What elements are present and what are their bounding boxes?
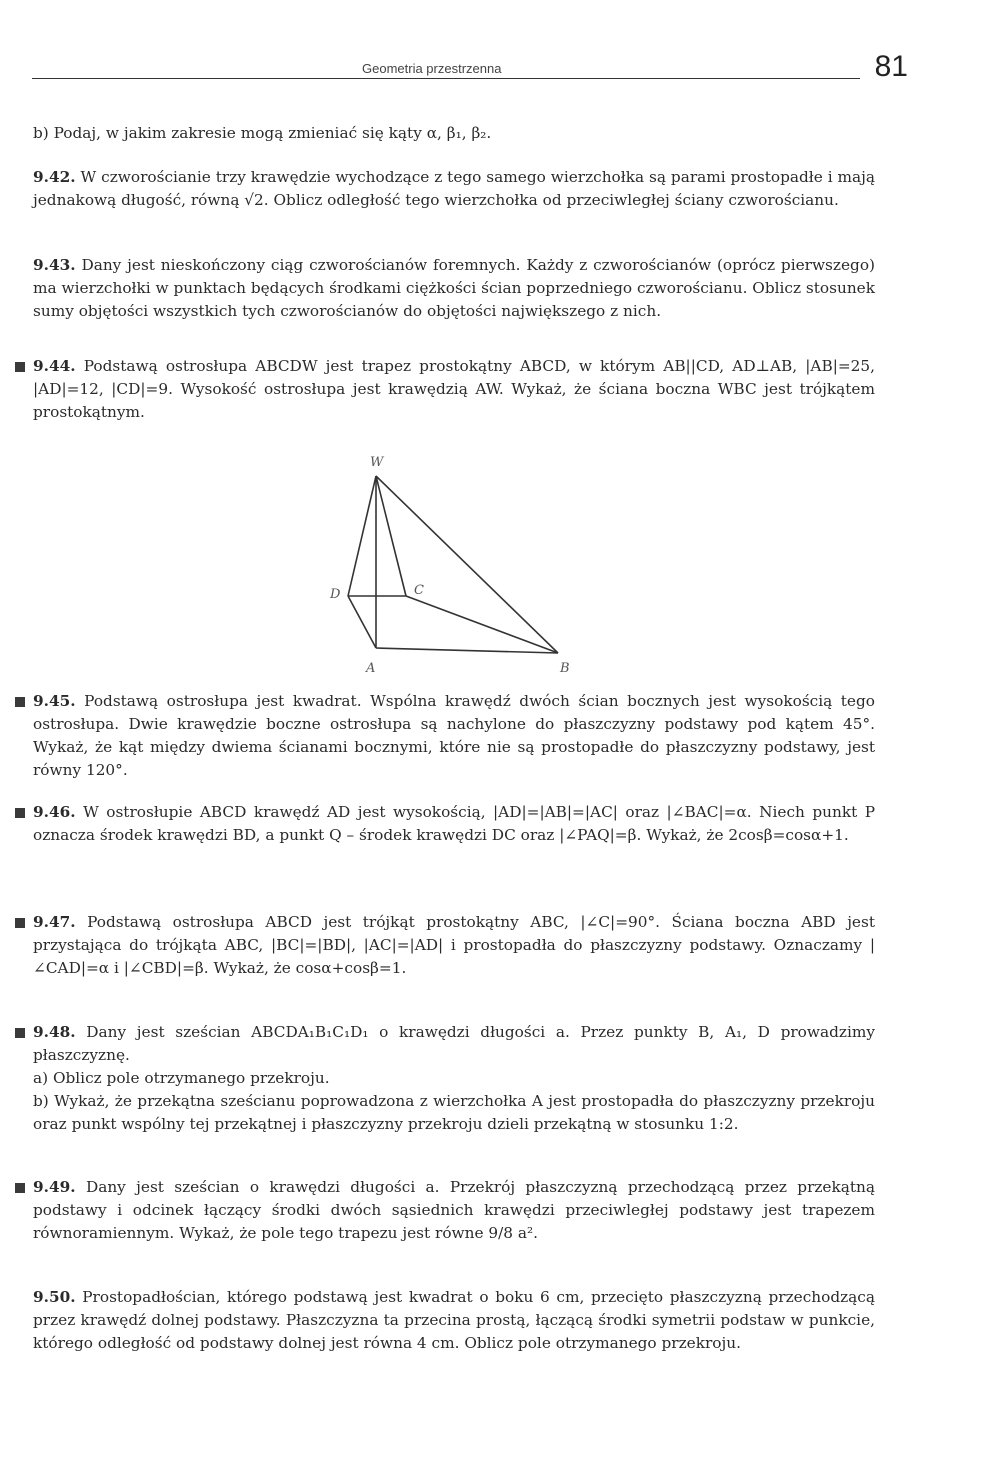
problem-text: Prostopadłościan, którego podstawą jest kwadrat o boku 6 cm, przecięto płaszczyzną przechodzącą przez krawędź dolnej podstawy. Płaszczyzna ta przecina prostą, łączącą środki symetrii podstaw w punkcie, którego odległość od podstawy dolnej jest równa 4 cm. Oblicz pole otrzymanego przekroju. (33, 1288, 875, 1352)
problem-number: 9.46. (33, 803, 76, 821)
problem-9-47 (33, 911, 875, 980)
problem-9-48-part-a: a) Oblicz pole otrzymanego przekroju. (33, 1069, 330, 1087)
problem-text: Podstawą ostrosłupa ABCDW jest trapez prostokątny ABCD, w którym AB||CD, AD⊥AB, |AB|=25, |AD|=12, |CD|=9. Wysokość ostrosłupa jest krawędzią AW. Wykaż, że ściana boczna WBC jest trójkątem prostokątnym. (33, 357, 875, 421)
edge-AB (376, 648, 558, 653)
problem-number: 9.50. (33, 1288, 76, 1306)
problem-text: Podstawą ostrosłupa jest kwadrat. Wspólna krawędź dwóch ścian bocznych jest wysokością tego ostrosłupa. Dwie krawędzie boczne ostrosłupa są nachylone do płaszczyzny podstawy pod kątem 45°. Wykaż, że kąt między dwiema ścianami bocznymi, które nie są prostopadłe do płaszczyzny podstawy, jest równy 120°. (33, 692, 875, 779)
problem-9-46 (33, 801, 875, 847)
problem-9-42 (33, 166, 875, 212)
difficulty-square-icon (15, 1028, 25, 1038)
label-B: B (560, 661, 570, 676)
problem-9-50 (33, 1286, 875, 1355)
part-b-text: b) Podaj, w jakim zakresie mogą zmieniać się kąty α, β₁, β₂. (33, 124, 492, 142)
problem-number: 9.43. (33, 256, 76, 274)
problem-text: Dany jest sześcian o krawędzi długości a. Przekrój płaszczyzną przechodzącą przez przekątną podstawy i odcinek łączący środki dwóch sąsiednich krawędzi przeciwległej podstawy jest trapezem równoramiennym. Wykaż, że pole tego trapezu jest równe 9/8 a². (33, 1178, 875, 1242)
edge-DA (348, 596, 376, 648)
page-number: 81 (874, 50, 908, 83)
pyramid-figure (310, 448, 610, 683)
label-W: W (370, 455, 384, 470)
problem-9-44 (33, 355, 875, 424)
problem-number: 9.42. (33, 168, 76, 186)
problem-9-45 (33, 690, 875, 782)
difficulty-square-icon (15, 1183, 25, 1193)
problem-number: 9.48. (33, 1023, 76, 1041)
difficulty-square-icon (15, 362, 25, 372)
problem-9-48-part-b: b) Wykaż, że przekątna sześcianu poprowadzona z wierzchołka A jest prostopadła do płaszczyzny przekroju oraz punkt wspólny tej przekątnej i płaszczyzny przekroju dzieli przekątną w stosunku 1:2. (33, 1092, 875, 1133)
edge-WB (376, 476, 558, 653)
problem-9-49 (33, 1176, 875, 1245)
edge-WD (348, 476, 376, 596)
label-A: A (366, 661, 376, 676)
problem-number: 9.49. (33, 1178, 76, 1196)
difficulty-square-icon (15, 697, 25, 707)
problem-number: 9.44. (33, 357, 76, 375)
difficulty-square-icon (15, 808, 25, 818)
problem-text: W ostrosłupie ABCD krawędź AD jest wysokością, |AD|=|AB|=|AC| oraz |∠BAC|=α. Niech punkt P oznacza środek krawędzi BD, a punkt Q – środek krawędzi DC oraz |∠PAQ|=β. Wykaż, że 2cosβ=cosα+1. (33, 803, 875, 844)
edge-WC (376, 476, 406, 596)
problem-9-43 (33, 254, 875, 323)
problem-text: W czworościanie trzy krawędzie wychodzące z tego samego wierzchołka są parami prostopadłe i mają jednakową długość, równą √2. Oblicz odległość tego wierzchołka od przeciwległej ściany czworościanu. (33, 168, 875, 209)
edge-CB (406, 596, 558, 653)
problem-text: Dany jest nieskończony ciąg czworościanów foremnych. Każdy z czworościanów (oprócz pierwszego) ma wierzchołki w punktach będących środkami ciężkości ścian poprzedniego czworościanu. Oblicz stosunek sumy objętości wszystkich tych czworościanów do objętości największego z nich. (33, 256, 875, 320)
page-header (32, 50, 912, 96)
problem-text: Podstawą ostrosłupa ABCD jest trójkąt prostokątny ABC, |∠C|=90°. Ściana boczna ABD jest przystająca do trójkąta ABC, |BC|=|BD|, |AC|=|AD| i prostopadła do płaszczyzny podstawy. Oznaczamy |∠CAD|=α i |∠CBD|=β. Wykaż, że cosα+cosβ=1. (33, 913, 875, 977)
running-title: Geometria przestrzenna (362, 61, 502, 76)
problem-number: 9.47. (33, 913, 76, 931)
problem-9-48 (33, 1021, 875, 1136)
label-C: C (414, 583, 424, 598)
header-rule (32, 78, 860, 79)
difficulty-square-icon (15, 918, 25, 928)
problem-text: Dany jest sześcian ABCDA₁B₁C₁D₁ o krawędzi długości a. Przez punkty B, A₁, D prowadzimy płaszczyznę. (33, 1023, 875, 1064)
problem-number: 9.45. (33, 692, 76, 710)
label-D: D (330, 587, 341, 602)
